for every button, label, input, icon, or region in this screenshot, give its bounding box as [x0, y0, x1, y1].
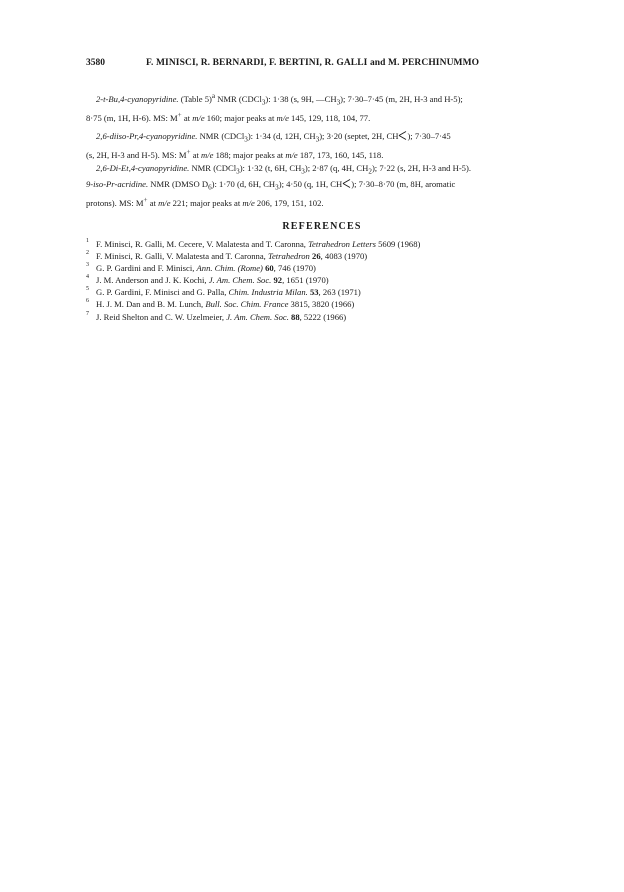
compound-paragraph-1: 2-t-Bu,4-cyanopyridine. (Table 5)$^a$ NMR (CDCl$_3$): 1·38 (s, 9H, $—CH_3$); 7·30–7·45 (m, 2H, H-3 and H-5);	[96, 92, 463, 107]
reference-pages-year: , 5222 (1966)	[299, 311, 347, 322]
reference-journal: Tetrahedron Letters	[308, 239, 376, 249]
reference-pages-year: , 4083 (1970)	[320, 251, 368, 262]
reference-number: 7	[86, 310, 89, 317]
reference-authors: G. P. Gardini, F. Minisci and G. Palla,	[96, 287, 227, 298]
reference-volume: 53	[309, 287, 319, 298]
reference-pages-year: 5609 (1968)	[375, 239, 421, 249]
running-head: F. MINISCI, R. BERNARDI, F. BERTINI, R. GALLI and M. PERCHINUMMO	[146, 58, 480, 68]
reference-journal: Ann. Chim. (Rome)	[196, 263, 263, 274]
reference-number: 2	[86, 250, 89, 257]
reference-volume: 88	[291, 311, 300, 322]
reference-authors: F. Minisci, R. Galli, M. Cecere, V. Malatesta and T. Caronna,	[96, 239, 306, 249]
reference-item	[86, 262, 558, 274]
reference-item	[86, 286, 558, 298]
reference-pages-year: , 746 (1970)	[273, 263, 316, 274]
reference-volume: 92	[273, 275, 283, 286]
reference-volume: 26	[312, 251, 321, 262]
reference-number: 5	[86, 286, 89, 293]
page-number: 3580	[86, 58, 105, 68]
reference-journal: Bull. Soc. Chim. France	[205, 299, 289, 310]
compound-paragraph-4: 9-iso-Pr-acridine. NMR (DMSO $D_6$): 1·70 (d, 6H, $CH_3$); 4·50 (q, 1H, CH ); 7·30–8·70 (m, 8H, aromatic	[86, 178, 456, 192]
reference-authors: G. P. Gardini and F. Minisci,	[96, 263, 195, 274]
methine-branch-icon	[342, 179, 351, 188]
compound-name: 2,6-diiso-Pr,4-cyanopyridine.	[96, 131, 198, 142]
reference-item	[86, 250, 558, 262]
compound-paragraph-1-cont: 8·75 (m, 1H, H-6). MS: M+ at m/e 160; major peaks at m/e 145, 129, 118, 104, 77.	[86, 110, 371, 123]
reference-pages-year: 3815, 3820 (1966)	[288, 299, 355, 310]
references-list	[86, 238, 558, 323]
reference-pages-year: , 1651 (1970)	[282, 275, 329, 286]
reference-pages-year: , 263 (1971)	[318, 287, 361, 298]
reference-number: 6	[86, 298, 89, 305]
reference-journal: Chim. Industria Milan.	[228, 287, 308, 298]
reference-item	[86, 238, 558, 250]
reference-authors: H. J. M. Dan and B. M. Lunch,	[96, 299, 204, 310]
compound-paragraph-2-cont: (s, 2H, H-3 and H-5). MS: M+ at m/e 188; major peaks at m/e 187, 173, 160, 145, 118.	[86, 148, 384, 161]
reference-number: 4	[86, 274, 89, 281]
reference-item	[86, 311, 558, 323]
reference-authors: F. Minisci, R. Galli, V. Malatesta and T. Caronna,	[96, 251, 266, 262]
compound-name: 2-t-Bu,4-cyanopyridine.	[96, 93, 179, 104]
reference-number: 1	[86, 238, 89, 244]
reference-authors: J. Reid Shelton and C. W. Uzelmeier,	[96, 311, 225, 322]
reference-item	[86, 274, 558, 286]
compound-paragraph-3: 2,6-Di-Et,4-cyanopyridine. NMR (CDCl$_3$): 1·32 (t, 6H, $CH_3$); 2·87 (q, 4H, $CH_2$); 7·22 (s, 2H, H-3 and H-5).	[96, 162, 471, 176]
reference-volume: 60	[265, 263, 274, 274]
reference-number: 3	[86, 262, 89, 269]
experimental-text	[86, 90, 558, 209]
reference-authors: J. M. Anderson and J. K. Kochi,	[96, 275, 207, 286]
reference-journal: Tetrahedron	[267, 251, 310, 262]
references-heading: REFERENCES	[282, 221, 362, 232]
compound-paragraph-4-cont: protons). MS: M+ at m/e 221; major peaks at m/e 206, 179, 151, 102.	[86, 195, 324, 208]
reference-item	[86, 298, 558, 310]
reference-journal: J. Am. Chem. Soc.	[208, 275, 272, 286]
compound-paragraph-2: 2,6-diiso-Pr,4-cyanopyridine. NMR (CDCl$_3$): 1·34 (d, 12H, $CH_3$); 3·20 (septet, 2H, CH ); 7·30–7·45	[96, 131, 451, 144]
compound-name: 2,6-Di-Et,4-cyanopyridine.	[96, 162, 190, 173]
compound-name: 9-iso-Pr-acridine.	[86, 178, 149, 189]
reference-journal: J. Am. Chem. Soc.	[226, 311, 289, 322]
